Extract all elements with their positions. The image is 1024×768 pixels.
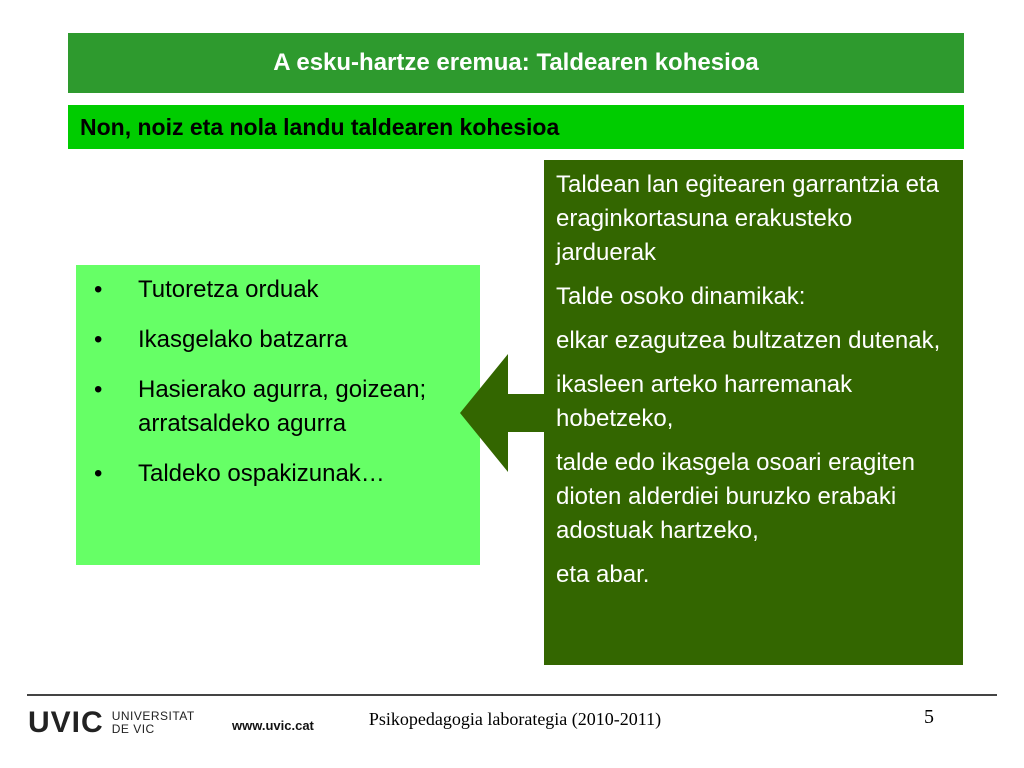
bullet-icon: •	[94, 276, 103, 303]
list-item	[86, 323, 466, 357]
description-paragraph: ikasleen arteko harremanak hobetzeko,	[556, 371, 853, 432]
bullet-icon: •	[94, 460, 103, 487]
activities-box	[76, 265, 480, 565]
list-item-text: Tutoretza orduak	[138, 276, 319, 303]
list-item-text: Ikasgelako batzarra	[138, 326, 348, 353]
bullet-icon: •	[94, 376, 103, 403]
list-item	[86, 457, 466, 491]
list-item	[86, 273, 466, 307]
activities-list	[86, 273, 466, 491]
course-name: Psikopedagogia laborategia (2010-2011)	[368, 709, 662, 729]
website-link[interactable]: www.uvic.cat	[232, 718, 314, 733]
uvic-logo	[28, 707, 195, 739]
slide-title: A esku-hartze eremua: Taldearen kohesioa	[68, 33, 964, 93]
arrow-left-icon	[460, 354, 554, 472]
logo-line-2: DE VIC	[111, 722, 155, 736]
logo-line-1: UNIVERSITAT	[111, 709, 195, 723]
description-paragraph: Taldean lan egitearen garrantzia eta eraginkortasuna erakusteko jarduerak	[556, 171, 939, 266]
logo-subtext	[112, 710, 195, 736]
description-paragraph: talde edo ikasgela osoari eragiten dioten alderdiei buruzko erabaki adostuak hartzeko,	[556, 449, 915, 544]
footer-divider	[27, 694, 997, 696]
bullet-icon: •	[94, 326, 103, 353]
list-item-text: Taldeko ospakizunak…	[138, 460, 385, 487]
description-paragraph: Talde osoko dinamikak:	[556, 283, 806, 310]
description-paragraph: eta abar.	[556, 561, 650, 588]
description-box	[544, 160, 963, 665]
description-paragraph: elkar ezagutzea bultzatzen dutenak,	[556, 327, 941, 354]
list-item	[86, 373, 466, 441]
logo-wordmark: UVIC	[28, 706, 104, 739]
slide-subtitle: Non, noiz eta nola landu taldearen kohesioa	[68, 105, 964, 149]
page-number: 5	[924, 706, 934, 728]
list-item-text: Hasierako agurra, goizean; arratsaldeko agurra	[138, 376, 427, 437]
